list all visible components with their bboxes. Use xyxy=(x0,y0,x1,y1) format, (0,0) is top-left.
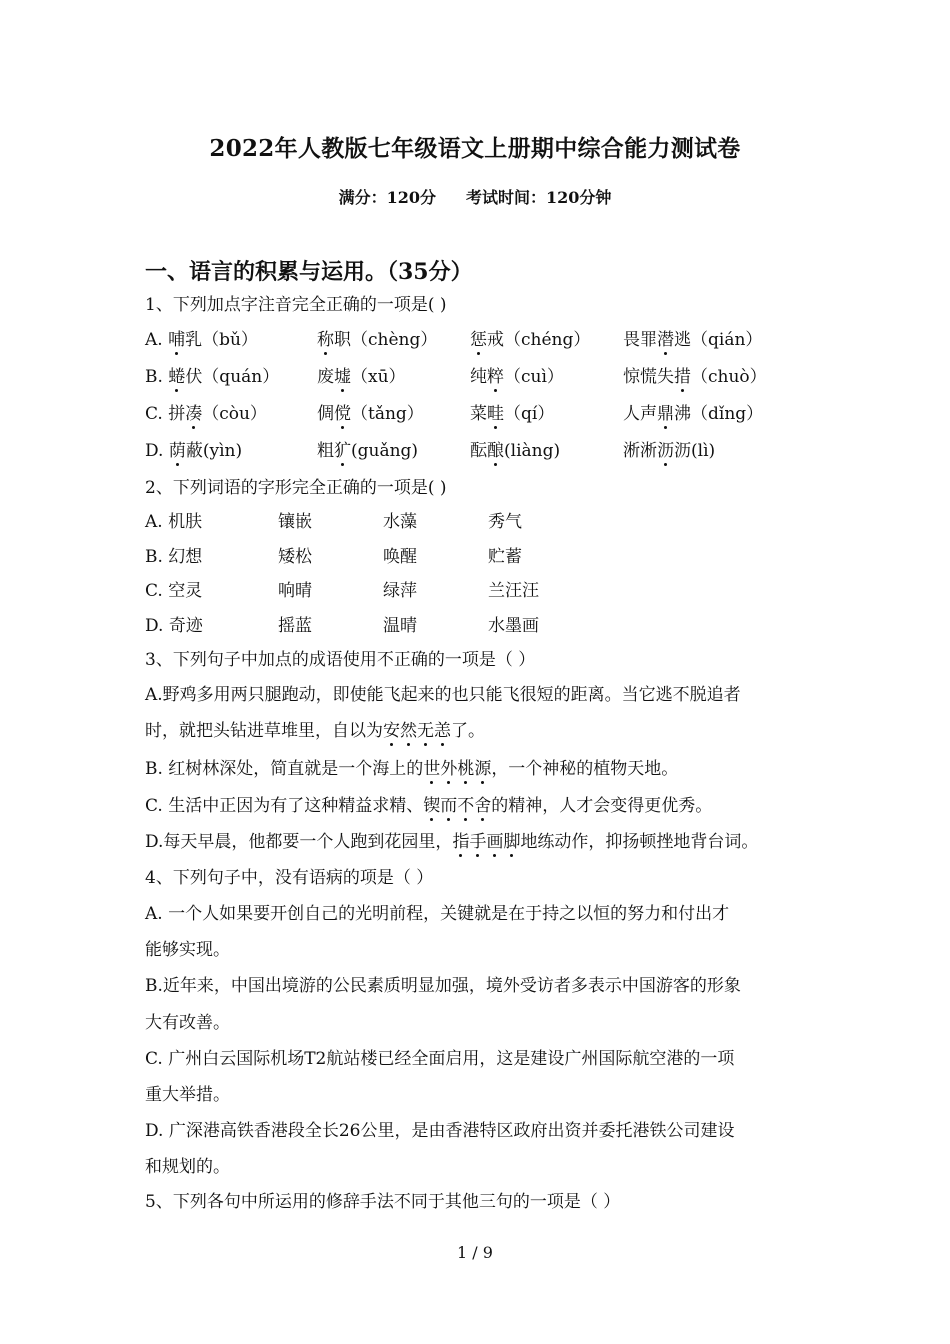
dotted-idiom: 锲而不舍 xyxy=(423,796,492,816)
dotted-idiom: 指手画脚 xyxy=(452,832,521,852)
q4-option-d-line2: 和规划的。 xyxy=(145,1157,230,1177)
q3-option-a-line1: A.野鸡多用两只腿跑动，即使能飞起来的也只能飞很短的距离。当它逃不脱追者 xyxy=(145,685,741,705)
exam-info xyxy=(0,185,950,208)
q3-option-d: D.每天早晨，他都要一个人跑到花园里，指手画脚地练动作，抑扬顿挫地背台词。 xyxy=(145,832,759,852)
q1-option-d: D. 荫蔽(yìn) 粗犷(guǎng) 酝酿(liàng) 淅淅沥沥(lì) xyxy=(145,441,716,461)
q3-option-c: C. 生活中正因为有了这种精益求精、锲而不舍的精神，人才会变得更优秀。 xyxy=(145,796,713,816)
q1-option-b: B. 蜷伏（quán） 废墟（xū） 纯粹（cuì） 惊慌失措（chuò） xyxy=(145,367,767,387)
q2-option-b: B. 幻想 矮松 唤醒 贮蓄 xyxy=(145,547,522,567)
q4-option-b-line1: B.近年来，中国出境游的公民素质明显加强，境外受访者多表示中国游客的形象 xyxy=(145,976,741,996)
q3-option-b: B. 红树林深处，简直就是一个海上的世外桃源，一个神秘的植物天地。 xyxy=(145,759,679,779)
question-4-stem: 4、下列句子中，没有语病的项是（ ） xyxy=(145,868,434,888)
q4-option-c-line2: 重大举措。 xyxy=(145,1085,230,1105)
q3-option-a-line2: 时，就把头钻进草堆里，自以为安然无恙了。 xyxy=(145,721,485,741)
dotted-idiom: 安然无恙 xyxy=(383,721,451,741)
page-title: 2022年人教版七年级语文上册期中综合能力测试卷 xyxy=(209,135,741,162)
question-3-stem: 3、下列句子中加点的成语使用不正确的一项是（ ） xyxy=(145,650,536,670)
dotted-idiom: 世外桃源 xyxy=(423,759,492,779)
q4-option-b-line2: 大有改善。 xyxy=(145,1013,230,1033)
question-1-stem: 1、下列加点字注音完全正确的一项是( ) xyxy=(145,295,447,315)
q1-option-c: C. 拼凑（còu） 倜傥（tǎng） 菜畦（qí） 人声鼎沸（dǐng） xyxy=(145,404,764,424)
question-2-stem: 2、下列词语的字形完全正确的一项是( ) xyxy=(145,478,447,498)
q4-option-d-line1: D. 广深港高铁香港段全长26公里，是由香港特区政府出资并委托港铁公司建设 xyxy=(145,1121,735,1141)
full-score: 满分：120分 xyxy=(338,188,436,207)
q2-option-c: C. 空灵 响晴 绿萍 兰汪汪 xyxy=(145,581,539,601)
page-number: 1 / 9 xyxy=(457,1243,493,1262)
question-5-stem: 5、下列各句中所运用的修辞手法不同于其他三句的一项是（ ） xyxy=(145,1192,621,1212)
q1-option-a: A. 哺乳（bǔ） 称职（chèng） 惩戒（chéng） 畏罪潜逃（qián） xyxy=(145,330,763,350)
section-heading: 一、语言的积累与运用。（35分） xyxy=(145,259,473,285)
q2-option-a: A. 机肤 镶嵌 水藻 秀气 xyxy=(145,512,522,532)
q2-option-d: D. 奇迹 摇蓝 温晴 水墨画 xyxy=(145,616,539,636)
q4-option-a-line1: A. 一个人如果要开创自己的光明前程，关键就是在于持之以恒的努力和付出才 xyxy=(145,904,730,924)
exam-time: 考试时间：120分钟 xyxy=(466,188,612,207)
q4-option-c-line1: C. 广州白云国际机场T2航站楼已经全面启用，这是建设广州国际航空港的一项 xyxy=(145,1049,735,1069)
q4-option-a-line2: 能够实现。 xyxy=(145,940,230,960)
